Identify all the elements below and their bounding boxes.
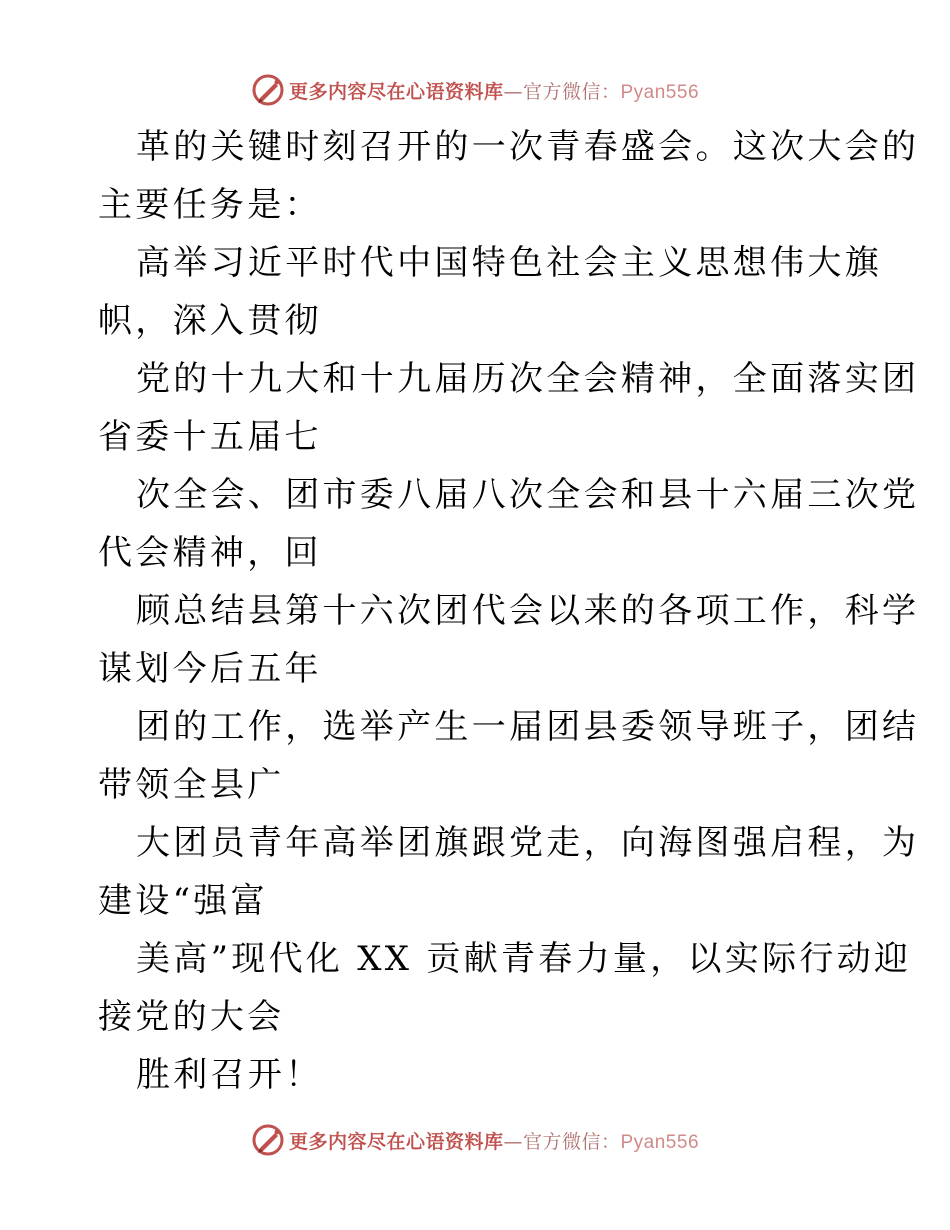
text-line: 胜利召开！ — [136, 1055, 323, 1095]
banner-text — [289, 77, 699, 104]
pen-logo-icon — [251, 73, 285, 107]
text-line: 美高”现代化 XX 贡献青春力量，以实际行动迎 — [136, 939, 912, 979]
header-banner — [0, 70, 950, 110]
banner-wechat-id: Pyan556 — [620, 81, 700, 103]
text-line: 接党的大会 — [98, 997, 285, 1037]
banner-wechat-label: 官方微信： — [522, 80, 621, 103]
text-line: 党的十九大和十九届历次全会精神，全面落实团 — [136, 359, 920, 399]
text-line: 次全会、团市委八届八次全会和县十六届三次党 — [136, 475, 920, 515]
text-line: 革的关键时刻召开的一次青春盛会。这次大会的 — [136, 127, 920, 167]
text-line: 帜，深入贯彻 — [98, 301, 322, 341]
banner-site-text: 更多内容尽在心语资料库 — [288, 1130, 504, 1153]
body-text — [98, 118, 920, 1104]
text-line: 建设“强富 — [98, 881, 268, 921]
banner-text — [289, 1127, 699, 1154]
text-line: 大团员青年高举团旗跟党走，向海图强启程，为 — [136, 823, 920, 863]
banner-wechat-label: 官方微信： — [522, 1130, 621, 1153]
text-line: 省委十五届七 — [98, 417, 322, 457]
banner-dash: — — [503, 1130, 523, 1153]
text-line: 团的工作，选举产生一届团县委领导班子，团结 — [136, 707, 920, 747]
text-line: 带领全县广 — [98, 765, 285, 805]
footer-banner — [0, 1120, 950, 1160]
text-line: 谋划今后五年 — [98, 649, 322, 689]
banner-wechat-id: Pyan556 — [620, 1131, 700, 1153]
text-line: 顾总结县第十六次团代会以来的各项工作，科学 — [136, 591, 920, 631]
text-line: 高举习近平时代中国特色社会主义思想伟大旗 — [136, 243, 882, 283]
text-line: 主要任务是： — [98, 185, 322, 225]
banner-dash: — — [503, 80, 523, 103]
pen-logo-icon — [251, 1123, 285, 1157]
text-line: 代会精神，回 — [98, 533, 322, 573]
banner-site-text: 更多内容尽在心语资料库 — [288, 80, 504, 103]
